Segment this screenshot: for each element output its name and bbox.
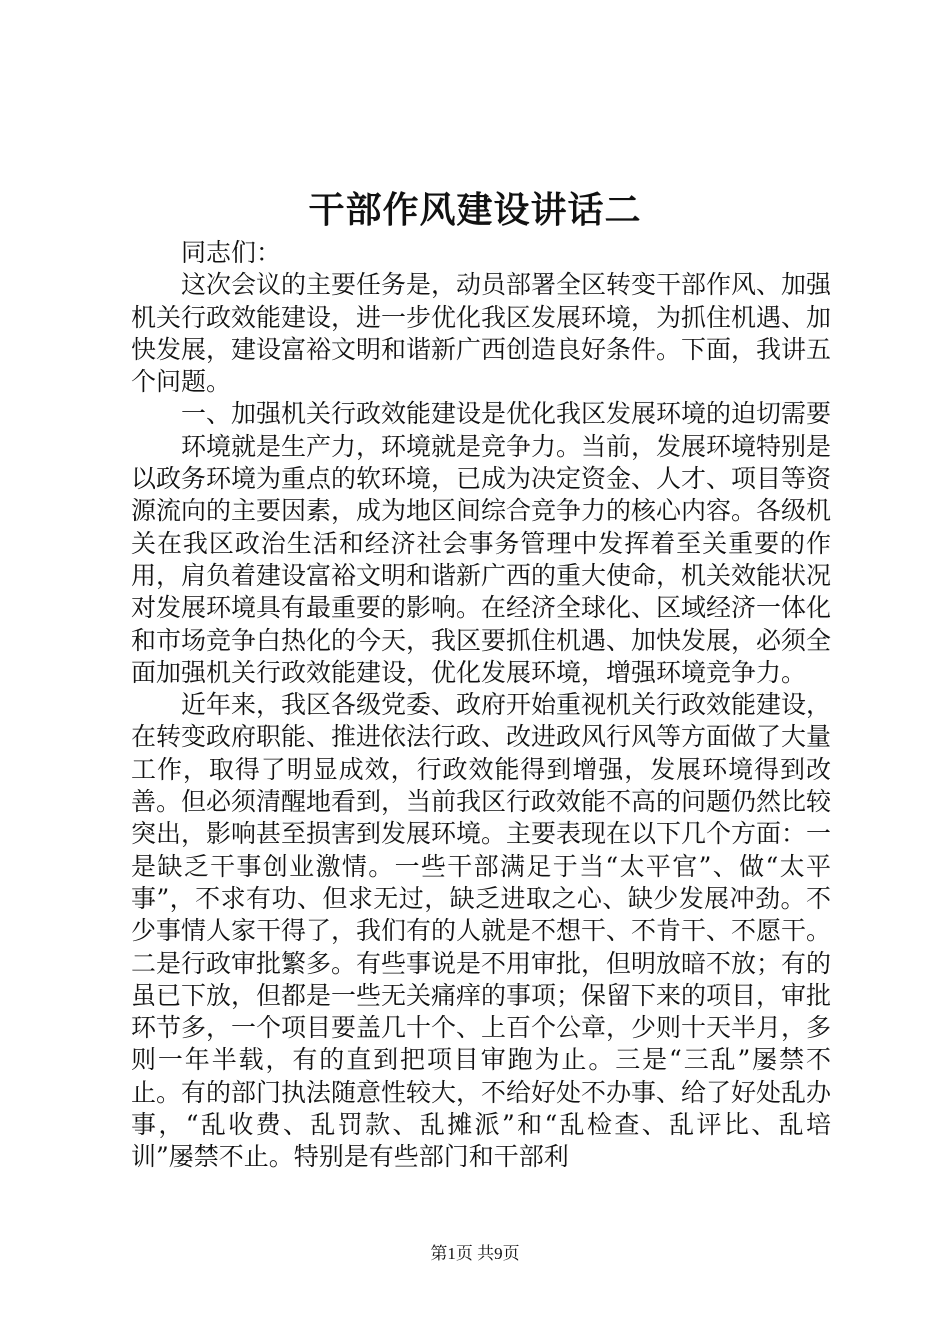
salutation-paragraph: 同志们：: [181, 238, 282, 267]
document-title: 干部作风建设讲话二: [308, 189, 642, 231]
document-body: [131, 237, 831, 1174]
page-number-footer: 第1页 共9页: [430, 1244, 520, 1263]
body-paragraph: 近年来，我区各级党委、政府开始重视机关行政效能建设，在转变政府职能、推进依法行政、改进政风行风等方面做了大量工作，取得了明显成效，行政效能得到增强，发展环境得到改善。但必须清醒地看到，当前我区行政效能不高的问题仍然比较突出，影响甚至损害到发展环境。主要表现在以下几个方面：一是缺乏干事创业激情。一些干部满足于当“太平官”、做“太平事”，不求有功、但求无过，缺乏进取之心、缺少发展冲劲。不少事情人家干得了，我们有的人就是不想干、不肯干、不愿干。二是行政审批繁多。有些事说是不用审批，但明放暗不放；有的虽已下放，但都是一些无关痛痒的事项；保留下来的项目，审批环节多，一个项目要盖几十个、上百个公章，少则十天半月，多则一年半载，有的直到把项目审跑为止。三是“三乱”屡禁不止。有的部门执法随意性较大，不给好处不办事、给了好处乱办事，“乱收费、乱罚款、乱摊派”和“乱检查、乱评比、乱培训”屡禁不止。特别是有些部门和干部利: [131, 690, 832, 1172]
section-heading-1: 一、加强机关行政效能建设是优化我区发展环境的迫切需要: [181, 399, 832, 429]
body-paragraph: 环境就是生产力，环境就是竞争力。当前，发展环境特别是以政务环境为重点的软环境，已成为决定资金、人才、项目等资源流向的主要因素，成为地区间综合竞争力的核心内容。各级机关在我区政治生活和经济社会事务管理中发挥着至关重要的作用，肩负着建设富裕文明和谐新广西的重大使命，机关效能状况对发展环境具有最重要的影响。在经济全球化、区域经济一体化和市场竞争白热化的今天，我区要抓住机遇、加快发展，必须全面加强机关行政效能建设，优化发展环境，增强环境竞争力。: [131, 431, 832, 687]
intro-paragraph: 这次会议的主要任务是，动员部署全区转变干部作风、加强机关行政效能建设，进一步优化我区发展环境，为抓住机遇、加快发展，建设富裕文明和谐新广西创造良好条件。下面，我讲五个问题。: [131, 270, 832, 397]
